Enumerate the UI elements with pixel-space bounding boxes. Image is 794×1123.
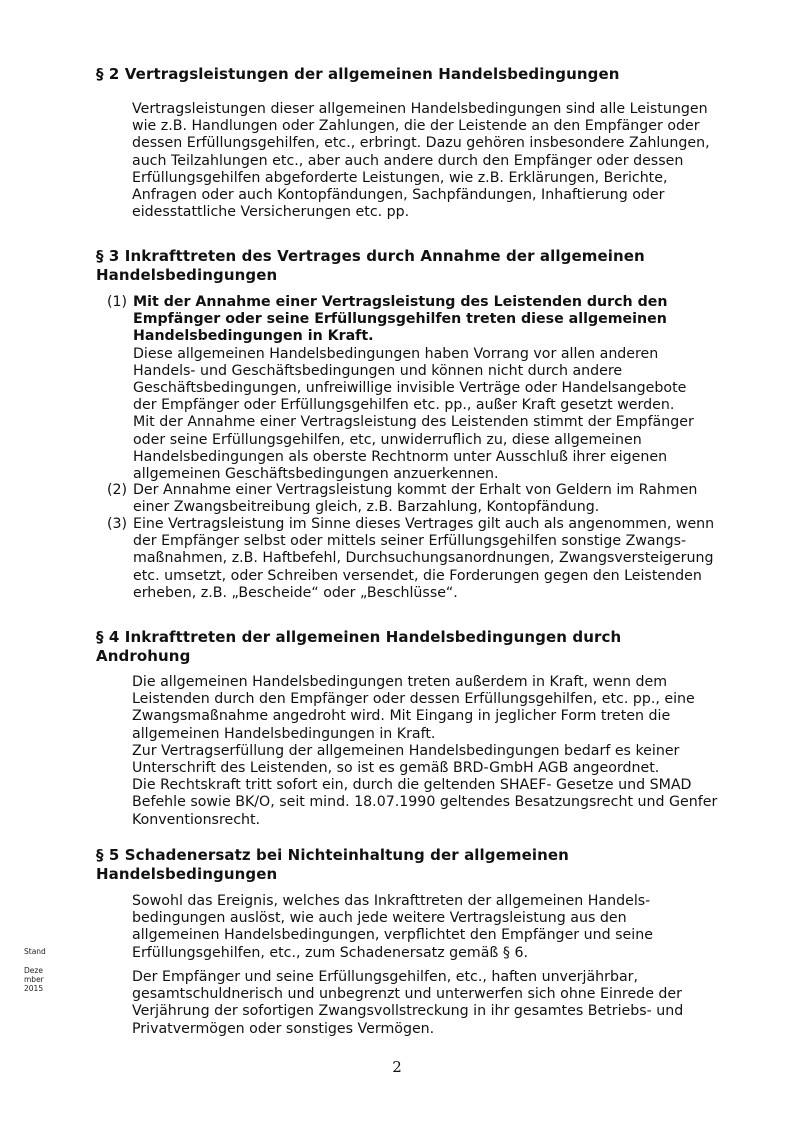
section-5-text-2: Der Empfänger und seine Erfüllungsgehilfen, etc., haften unverjährbar, gesamtschuldnerisch und unbegrenzt und unterwerfen sich ohne Einrede der Verjährung der sofortigen Zwangsvollstreckung in ihr gesamtes Betriebs- und Privatvermögen oder sonstiges Vermögen. — [132, 969, 684, 1037]
section-5-text-1: Sowohl das Ereignis, welches das Inkrafttreten der allgemeinen Handels- bedingungen auslöst, wie auch jede weitere Vertragsleistung aus den allgemeinen Handelsbedingungen, verpflichtet den Empfänger und seine Erfüllungsgehilfen, etc., zum Schadenersatz gemäß § 6. — [132, 893, 653, 961]
section-5-heading: § 5 Schadenersatz bei Nichteinhaltung der allgemeinen Handelsbedingungen — [96, 846, 569, 883]
section-2-heading: § 2 Vertragsleistungen der allgemeinen Handelsbedingungen — [96, 65, 620, 83]
item-body — [133, 294, 773, 483]
margin-note-date: Deze mber 2015 — [24, 966, 44, 993]
item-text: Der Annahme einer Vertragsleistung kommt der Erhalt von Geldern im Rahmen einer Zwangsbeitreibung gleich, z.B. Barzahlung, Kontopfändung. — [133, 482, 698, 516]
item-number: (1) — [107, 294, 128, 310]
item-number: (2) — [107, 482, 128, 498]
item-text: Eine Vertragsleistung im Sinne dieses Vertrages gilt auch als angenommen, wenn der Empfänger selbst oder mittels seiner Erfüllungsgehilfen sonstige Zwangs- maßnahmen, z.B. Haftbefehl, Durchsuchungsanordnungen, Zwangsversteigerung etc. umsetzt, oder Schreiben versendet, die Forderungen gegen den Leistenden erheben, z.B. „Bescheide“ oder „Beschlüsse“. — [133, 516, 715, 601]
item-number: (3) — [107, 516, 128, 532]
item-bold-text: Mit der Annahme einer Vertragsleistung des Leistenden durch den Empfänger oder seine Erfüllungsgehilfen treten diese allgemeinen Handelsbedingungen in Kraft. — [133, 294, 668, 345]
page-number: 2 — [392, 1058, 402, 1076]
item-text: Diese allgemeinen Handelsbedingungen haben Vorrang vor allen anderen Handels- und Geschäftsbedingungen und können nicht durch andere Geschäftsbedingungen, unfreiwillige invisible Verträge oder Handelsangebote der Empfänger oder Erfüllungsgehilfen etc. pp., außer Kraft gesetzt werden. Mit der Annahme einer Vertragsleistung des Leistenden stimmt der Empfänger oder seine Erfüllungsgehilfen, etc, unwiderruflich zu, diese allgemeinen Handelsbedingungen als oberste Rechtnorm unter Ausschluß ihrer eigenen allgemeinen Geschäftsbedingungen anzuerkennen. — [133, 345, 694, 483]
margin-note-label: Stand — [24, 947, 46, 956]
section-4-text: Die allgemeinen Handelsbedingungen treten außerdem in Kraft, wenn dem Leistenden durch den Empfänger oder dessen Erfüllungsgehilfen, etc. pp., eine Zwangsmaßnahme angedroht wird. Mit Eingang in jeglicher Form treten die allgemeinen Handelsbedingungen in Kraft. Zur Vertragserfüllung der allgemeinen Handelsbedingungen bedarf es keiner Unterschrift des Leistenden, so ist es gemäß BRD-GmbH AGB angeordnet. Die Rechtskraft tritt sofort ein, durch die geltenden SHAEF- Gesetze und SMAD Befehle sowie BK/O, seit mind. 18.07.1990 geltendes Besatzungsrecht und Genfer Konventionsrecht. — [132, 674, 718, 828]
section-4-heading: § 4 Inkrafttreten der allgemeinen Handelsbedingungen durch Androhung — [96, 628, 622, 665]
section-3-heading: § 3 Inkrafttreten des Vertrages durch Annahme der allgemeinen Handelsbedingungen — [96, 247, 645, 284]
section-2-text: Vertragsleistungen dieser allgemeinen Handelsbedingungen sind alle Leistungen wie z.B. Handlungen oder Zahlungen, die der Leistende an den Empfänger oder dessen Erfüllungsgehilfen, etc., erbringt. Dazu gehören insbesondere Zahlungen, auch Teilzahlungen etc., aber auch andere durch den Empfänger oder dessen Erfüllungsgehilfen abgeforderte Leistungen, wie z.B. Erklärungen, Berichte, Anfragen oder auch Kontopfändungen, Sachpfändungen, Inhaftierung oder eidesstattliche Versicherungen etc. pp. — [132, 101, 710, 221]
